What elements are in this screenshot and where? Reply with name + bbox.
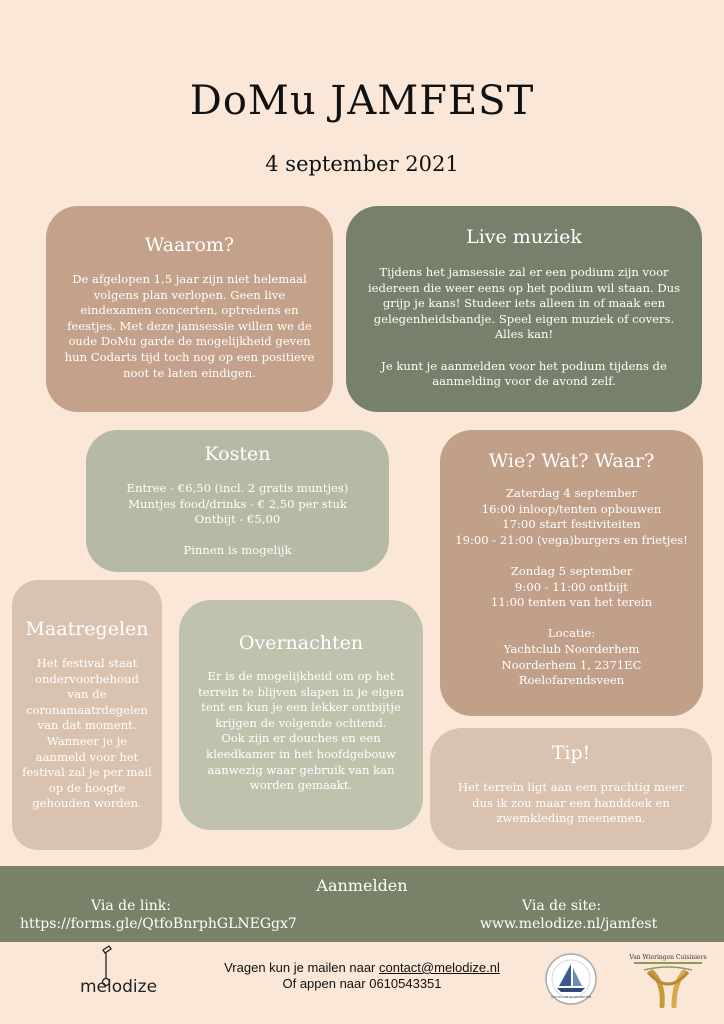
kosten-heading: Kosten: [204, 443, 271, 465]
text-line: Ook zijn er douches en een: [221, 731, 381, 746]
text-line: Ontbijt - €5,00: [194, 512, 281, 527]
text-line: iedereen die weer eens op het podium wil staan. Dus: [367, 280, 681, 295]
text-line: op de hoogte: [48, 780, 126, 795]
tip-heading: Tip!: [551, 742, 591, 764]
mail-prefix: Vragen kun je mailen naar: [224, 960, 379, 975]
text-line: Zondag 5 september: [510, 563, 633, 578]
text-line: Het terrein ligt aan een prachtig meer: [457, 780, 685, 794]
text-line: coronamaatrdegelen: [26, 702, 148, 717]
overnachten-heading: Overnachten: [238, 632, 364, 654]
text-line: 9:00 - 11:00 ontbijt: [515, 579, 628, 594]
text-line: Roelofarendsveen: [518, 673, 625, 688]
text-line: terrein te blijven slapen in je eigen: [198, 684, 404, 699]
kosten-card: [86, 430, 389, 572]
text-line: Tijdens het jamsessie zal er een podium zijn voor: [379, 265, 669, 279]
text-line: hun Codarts tijd toch nog op een positieve: [64, 349, 315, 364]
text-line: Locatie:: [547, 626, 596, 641]
text-line: noot te laten eindigen.: [123, 365, 256, 380]
link-label: Via de link:: [91, 898, 172, 914]
maatregelen-text: [18, 656, 156, 812]
text-line: Noorderhem 1, 2371EC: [501, 657, 642, 672]
text-line: kleedkamer in het hoofdgebouw: [206, 746, 396, 761]
van-wieringen-logo: [622, 950, 714, 1008]
waarom-heading: Waarom?: [144, 234, 235, 256]
text-line: Er is de mogelijkheid om op het: [207, 669, 395, 683]
tip-text: [438, 780, 704, 827]
text-line: Entree - €6,50 (incl. 2 gratis muntjes): [126, 481, 349, 495]
aanmelden-heading: Aanmelden: [316, 876, 408, 895]
text-line: Muntjes food/drinks - € 2,50 per stuk: [128, 496, 347, 511]
phone-line: Of appen naar 0610543351: [282, 976, 442, 991]
text-line: Alles kan!: [494, 327, 554, 342]
text-line: 16:00 inloop/tenten opbouwen: [481, 501, 662, 516]
maatregelen-card: [12, 580, 162, 850]
text-line: 19:00 - 21:00 (vega)burgers en frietjes!: [455, 532, 688, 547]
text-line: volgens plan verlopen. Geen live: [93, 287, 286, 302]
text-line: 11:00 tenten van het terein: [490, 595, 653, 610]
wie-wat-waar-text: [444, 486, 699, 689]
text-line: Zaterdag 4 september: [505, 486, 638, 500]
text-line: tent en kun je een lekker ontbijtje: [201, 700, 401, 715]
overnachten-card: [179, 600, 423, 830]
text-line: 17:00 start festiviteiten: [502, 517, 641, 532]
vw-wordmark: Van Wieringen Cuisiniers: [629, 954, 707, 961]
kosten-text: [98, 481, 377, 559]
text-line: ondervoorbehoud: [35, 671, 139, 686]
text-line: aanmeld voor het: [35, 749, 139, 764]
text-line: krijgen de volgende ochtend.: [215, 715, 387, 730]
text-line: feestjes. Met deze jamsessie willen we de: [67, 318, 312, 333]
text-line: van de: [67, 687, 107, 702]
text-line: De afgelopen 1,5 jaar zijn niet helemaal: [72, 272, 307, 286]
overnachten-text: [187, 669, 415, 794]
site-label: Via de site:: [522, 898, 602, 914]
waarom-text: [64, 272, 315, 381]
text-line: worden gemaakt.: [249, 778, 353, 793]
wie-wat-waar-heading: Wie? Wat? Waar?: [488, 450, 655, 472]
tip-card: [430, 728, 712, 850]
text-line: festival zal je per mail: [22, 765, 152, 780]
text-line: eindexamen concerten, optredens en: [80, 303, 299, 318]
live-muziek-text: [362, 265, 686, 390]
text-line: dus ik zou maar een handdoek en: [472, 795, 670, 810]
maatregelen-heading: Maatregelen: [25, 618, 149, 640]
text-line: zwemkleding meenemen.: [496, 811, 646, 826]
text-line: gelegenheidsbandje. Speel eigen muziek of covers.: [373, 311, 675, 326]
text-line: van dat moment.: [37, 718, 137, 733]
contact-email-link[interactable]: contact@melodize.nl: [379, 960, 500, 975]
text-line: Pinnen is mogelijk: [183, 543, 292, 558]
signup-site-link[interactable]: www.melodize.nl/jamfest: [480, 916, 658, 932]
text-line: grijp je kans! Studeer iets alleen in of maak een: [382, 296, 666, 311]
text-line: Yachtclub Noorderhem: [503, 641, 640, 656]
live-muziek-card: [346, 206, 702, 412]
waarom-card: [46, 206, 333, 412]
contact-info: [0, 960, 724, 992]
wie-wat-waar-card: [440, 430, 703, 716]
event-date: 4 september 2021: [265, 152, 459, 176]
text-line: Je kunt je aanmelden voor het podium tijdens de: [381, 358, 667, 373]
signup-form-link[interactable]: https://forms.gle/QtfoBnrphGLNEGgx7: [20, 916, 297, 932]
text-line: aanmelding voor de avond zelf.: [432, 374, 616, 389]
page-title: DoMu JAMFEST: [189, 78, 535, 124]
yachtclub-seal-logo: [544, 952, 598, 1006]
text-line: Wanneer je je: [46, 733, 128, 748]
live-muziek-heading: Live muziek: [466, 226, 582, 248]
seal-text: YACHTCLUB NOORDERHEM: [550, 995, 592, 999]
text-line: gehouden worden.: [32, 796, 142, 811]
text-line: Het festival staat: [36, 656, 138, 670]
text-line: aanwezig waar gebruik van kan: [207, 762, 395, 777]
melodize-wordmark: melodize: [80, 977, 158, 997]
text-line: oude DoMu garde de mogelijkheid geven: [68, 334, 311, 349]
aanmelden-banner: [0, 866, 724, 942]
